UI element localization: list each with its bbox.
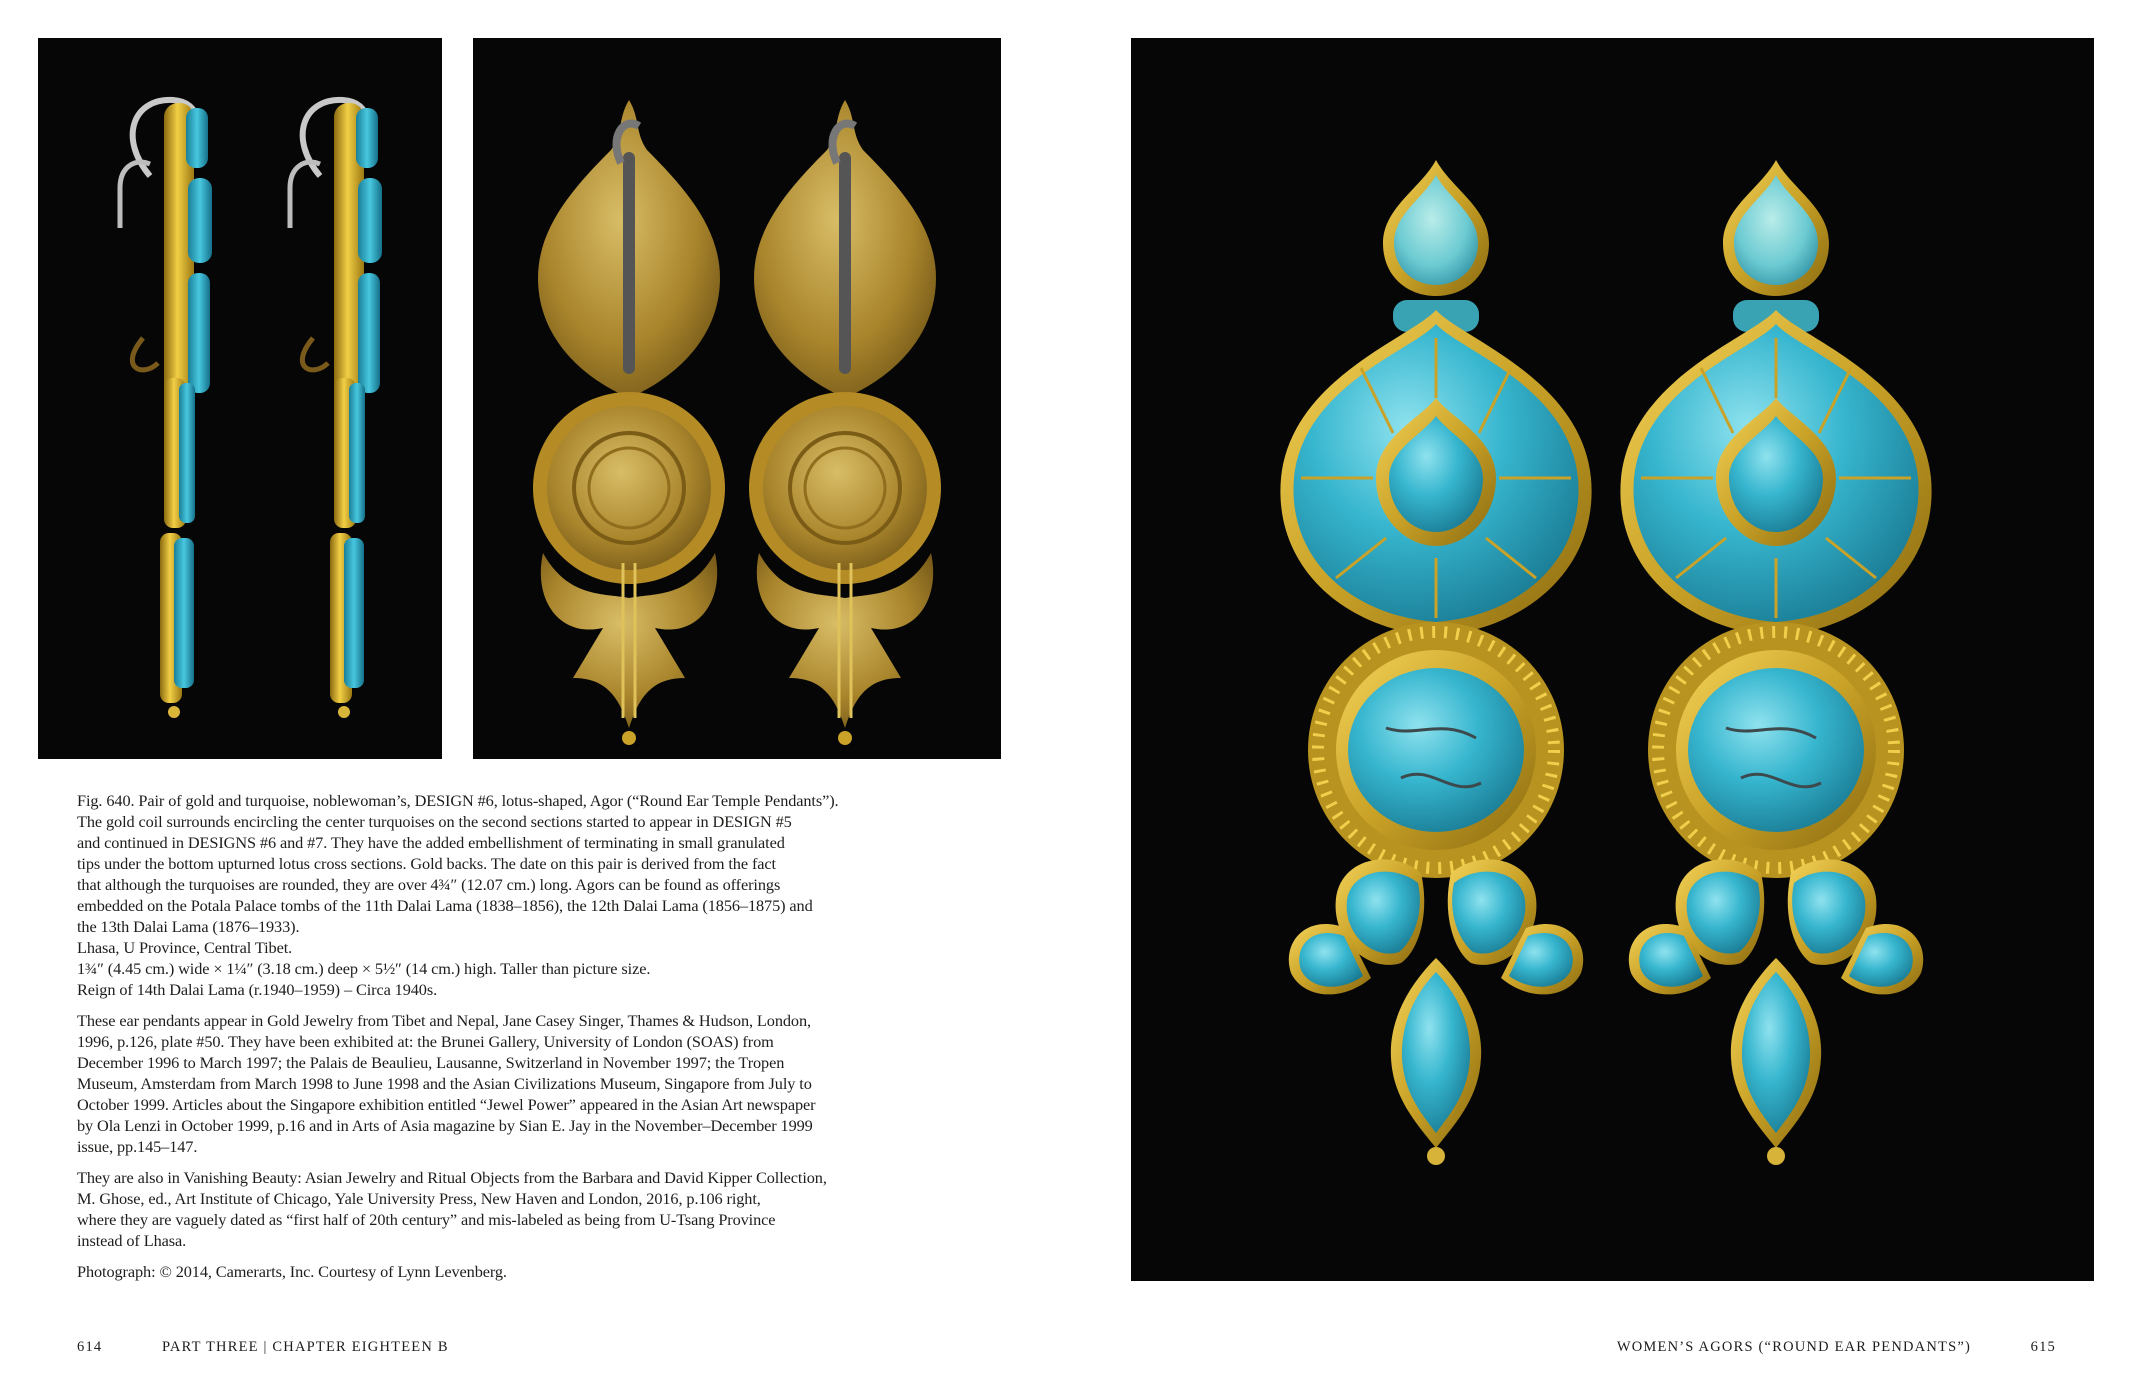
- caption-line: 1996, p.126, plate #50. They have been exhibited at: the Brunei Gallery, University of London (SOAS) from: [77, 1032, 774, 1051]
- caption-line: They are also in Vanishing Beauty: Asian Jewelry and Ritual Objects from the Barbara and David Kipper Collection,: [77, 1168, 827, 1187]
- front-view-pendant-right: [1620, 160, 1931, 1165]
- caption-line: The gold coil surrounds encircling the center turquoises on the second sections started to appear in DESIGN #5: [77, 812, 792, 831]
- page-number-right: 615: [2030, 1339, 2056, 1355]
- running-head-left: PART THREE | CHAPTER EIGHTEEN B: [162, 1339, 449, 1355]
- caption-line: tips under the bottom upturned lotus cross sections. Gold backs. The date on this pair is derived from the fact: [77, 854, 776, 873]
- caption-line: and continued in DESIGNS #6 and #7. They have the added embellishment of terminating in small granulated: [77, 833, 785, 852]
- caption-line: embedded on the Potala Palace tombs of the 11th Dalai Lama (1838–1856), the 12th Dalai Lama (1856–1875) and: [77, 896, 813, 915]
- caption-line: issue, pp.145–147.: [77, 1137, 198, 1156]
- side-view-pendant-left: [120, 100, 212, 718]
- caption-figure-description: [77, 790, 907, 1000]
- caption-line: Reign of 14th Dalai Lama (r.1940–1959) – Circa 1940s.: [77, 980, 438, 999]
- caption-line: These ear pendants appear in Gold Jewelry from Tibet and Nepal, Jane Casey Singer, Thames & Hudson, London,: [77, 1011, 811, 1030]
- caption-line: December 1996 to March 1997; the Palais de Beaulieu, Lausanne, Switzerland in November 1997; the Tropen: [77, 1053, 785, 1072]
- caption-exhibition-history: [77, 1010, 907, 1157]
- caption-line: where they are vaguely dated as “first half of 20th century” and mis-labeled as being from U-Tsang Province: [77, 1210, 776, 1229]
- front-view-pendant-left: [1280, 160, 1591, 1165]
- back-view-pendant-right: [749, 100, 941, 745]
- caption-line: M. Ghose, ed., Art Institute of Chicago, Yale University Press, New Haven and London, 2016, p.106 right,: [77, 1189, 761, 1208]
- caption-line: Museum, Amsterdam from March 1998 to June 1998 and the Asian Civilizations Museum, Singapore from July to: [77, 1074, 812, 1093]
- caption-line: Fig. 640. Pair of gold and turquoise, noblewoman’s, DESIGN #6, lotus-shaped, Agor (“Round Ear Temple Pendants”).: [77, 791, 839, 810]
- caption-line: instead of Lhasa.: [77, 1231, 187, 1250]
- running-head-right: WOMEN’S AGORS (“ROUND EAR PENDANTS”): [1616, 1339, 1971, 1355]
- caption-line: that although the turquoises are rounded, they are over 4¾″ (12.07 cm.) long. Agors can be found as offerings: [77, 875, 781, 894]
- figure-caption: [77, 790, 907, 1292]
- caption-line: by Ola Lenzi in October 1999, p.16 and in Arts of Asia magazine by Sian E. Jay in the November–December 1999: [77, 1116, 813, 1135]
- photo-front-view-pendants: [1131, 38, 2094, 1281]
- photo-side-view-pendants: [38, 38, 442, 759]
- caption-line: 1¾″ (4.45 cm.) wide × 1¼″ (3.18 cm.) deep × 5½″ (14 cm.) high. Taller than picture size.: [77, 959, 651, 978]
- side-view-pendant-right: [290, 100, 382, 718]
- page-number-left: 614: [77, 1339, 103, 1355]
- back-view-pendant-left: [533, 100, 725, 745]
- caption-line: Lhasa, U Province, Central Tibet.: [77, 938, 293, 957]
- photo-back-view-pendants: [473, 38, 1001, 759]
- photo-credit-text: Photograph: © 2014, Camerarts, Inc. Courtesy of Lynn Levenberg.: [77, 1262, 507, 1281]
- photo-credit: [77, 1261, 907, 1282]
- caption-line: October 1999. Articles about the Singapore exhibition entitled “Jewel Power” appeared in the Asian Art newspaper: [77, 1095, 816, 1114]
- caption-line: the 13th Dalai Lama (1876–1933).: [77, 917, 300, 936]
- caption-publication-note: [77, 1167, 907, 1251]
